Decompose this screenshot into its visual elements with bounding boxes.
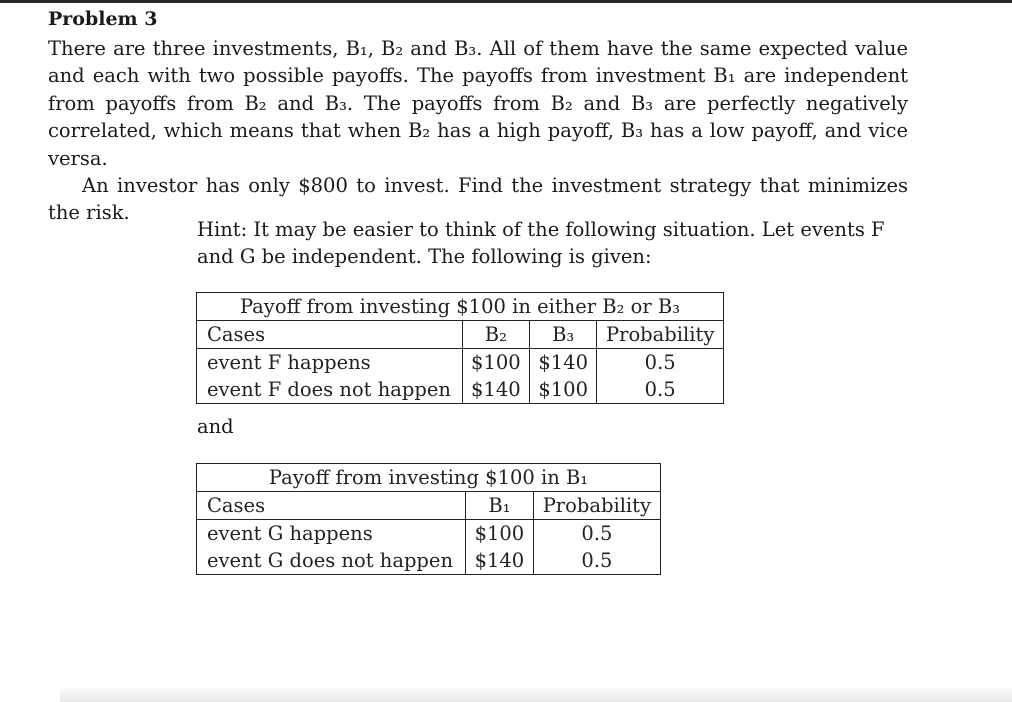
bottom-shadow xyxy=(60,686,1012,702)
table-row xyxy=(197,547,661,575)
top-rule xyxy=(0,0,1012,3)
table-cell: event F happens xyxy=(197,349,463,377)
table-cell: $100 xyxy=(462,349,529,377)
problem-paragraph-2: An investor has only $800 to invest. Find the investment strategy that minimizes the risk. xyxy=(48,174,908,225)
column-header-probability: Probability xyxy=(597,321,724,349)
payoff-table-b2-b3 xyxy=(196,292,724,404)
column-header-cases: Cases xyxy=(197,492,466,520)
table-caption: Payoff from investing $100 in B₁ xyxy=(197,464,661,492)
table-cell: event F does not happen xyxy=(197,376,463,404)
problem-paragraph-1: There are three investments, B₁, B₂ and B₃. All of them have the same expected value and each with two possible payoffs. The payoffs from investment B₁ are independent from payoffs from B₂ and B₃. The payoffs from B₂ and B₃ are perfectly negatively correlated, which means that when B₂ has a high payoff, B₃ has a low payoff, and vice versa. xyxy=(48,37,908,170)
table-caption-row xyxy=(197,293,724,321)
column-header-cases: Cases xyxy=(197,321,463,349)
connector-text: and xyxy=(197,415,234,438)
table-cell: 0.5 xyxy=(533,547,660,575)
table-cell: $140 xyxy=(530,349,597,377)
table-row xyxy=(197,349,724,377)
table-cell: $100 xyxy=(466,520,534,548)
table-cell: 0.5 xyxy=(533,520,660,548)
table-cell: $100 xyxy=(530,376,597,404)
table-row xyxy=(197,520,661,548)
table-header-row xyxy=(197,321,724,349)
table-cell: 0.5 xyxy=(597,376,724,404)
table-cell: $140 xyxy=(462,376,529,404)
problem-statement xyxy=(48,35,908,227)
column-header-probability: Probability xyxy=(533,492,660,520)
table-cell: event G happens xyxy=(197,520,466,548)
table-caption: Payoff from investing $100 in either B₂ or B₃ xyxy=(197,293,724,321)
table-header-row xyxy=(197,492,661,520)
payoff-table-b1 xyxy=(196,463,661,575)
column-header-b1: B₁ xyxy=(466,492,534,520)
table-cell: $140 xyxy=(466,547,534,575)
table-caption-row xyxy=(197,464,661,492)
hint-text: Hint: It may be easier to think of the following situation. Let events F and G be independent. The following is given: xyxy=(197,218,885,269)
column-header-b3: B₃ xyxy=(530,321,597,349)
table-row xyxy=(197,376,724,404)
column-header-b2: B₂ xyxy=(462,321,529,349)
table-cell: event G does not happen xyxy=(197,547,466,575)
table-cell: 0.5 xyxy=(597,349,724,377)
problem-title: Problem 3 xyxy=(48,8,158,30)
